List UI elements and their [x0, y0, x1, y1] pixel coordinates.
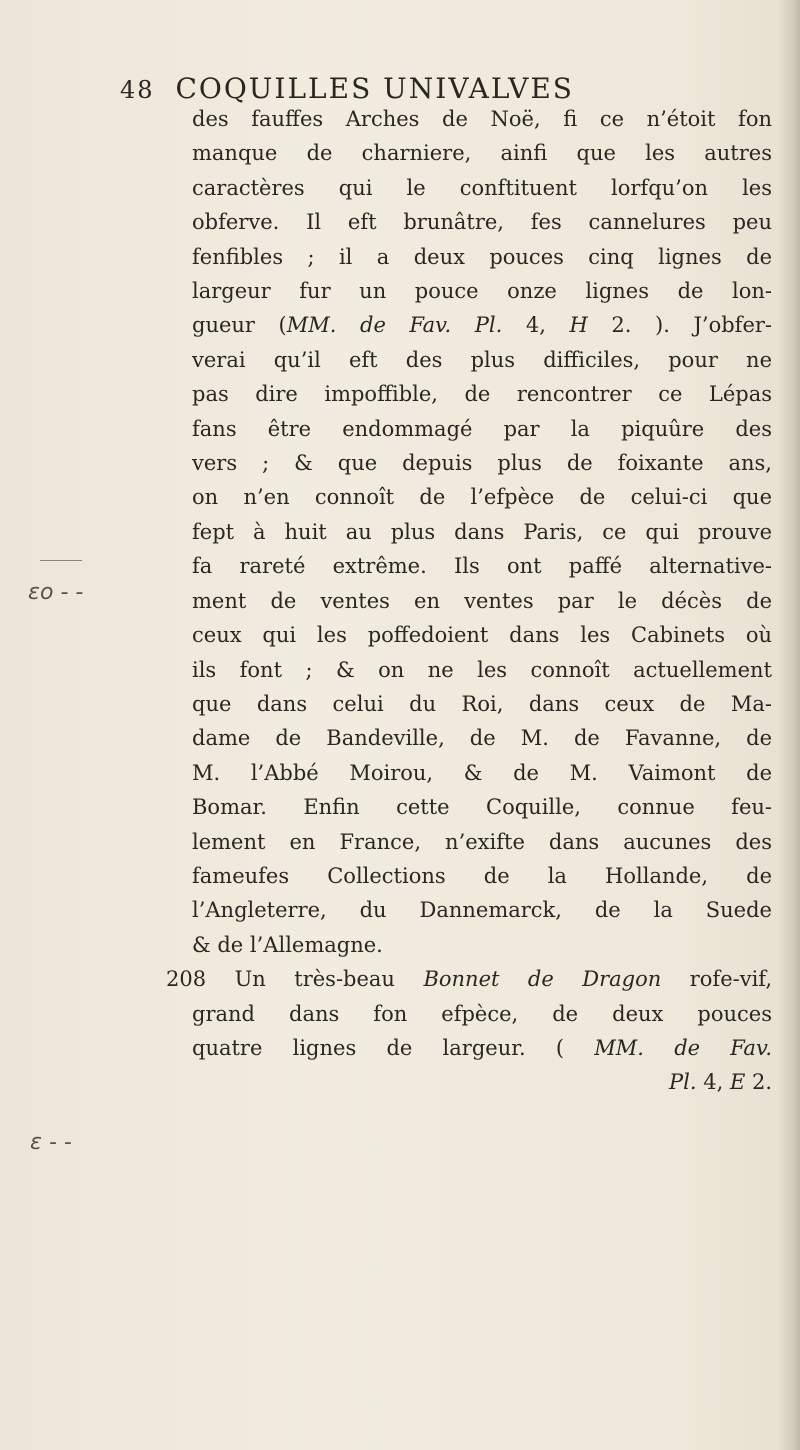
text-line: fept à huit au plus dans Paris, ce qui prouve	[192, 519, 772, 544]
text-line: fans être endommagé par la piquûre des	[192, 416, 772, 441]
text-line-reference	[192, 1065, 772, 1099]
text-line: lement en France, n’exifte dans aucunes des	[192, 829, 772, 854]
text-segment: quatre lignes de largeur. (	[192, 1035, 595, 1060]
body-text	[166, 102, 773, 1100]
text-line: que dans celui du Roi, dans ceux de Ma-	[192, 691, 772, 716]
text-line-reference	[192, 1031, 772, 1065]
text-line: fa rareté extrême. Ils ont paffé alternative-	[192, 554, 772, 579]
citation: Pl.	[669, 1070, 697, 1095]
text-segment: gueur (	[192, 313, 287, 338]
page-edge-shadow	[778, 0, 800, 1450]
citation: MM. de Fav. Pl.	[286, 313, 503, 338]
text-line: dame de Bandeville, de M. de Favanne, de	[192, 726, 772, 751]
text-segment: 4,	[696, 1070, 730, 1095]
entry-number: 208	[166, 967, 207, 992]
margin-annotation-1: ɛo - -	[28, 580, 84, 605]
text-line-reference	[192, 308, 772, 342]
margin-annotation-2: ɛ - -	[30, 1130, 72, 1155]
plate-letter: H	[569, 313, 588, 338]
plate-letter: E	[729, 1070, 746, 1095]
text-line: obferve. Il eft brunâtre, fes cannelures peu	[192, 210, 772, 235]
text-line: Bomar. Enfin cette Coquille, connue feu-	[192, 795, 772, 820]
page-number: 48	[120, 76, 155, 104]
entry-line-208	[166, 962, 772, 996]
text-line: grand dans fon efpèce, de deux pouces	[192, 1001, 772, 1026]
text-line: on n’en connoît de l’efpèce de celui-ci que	[192, 485, 772, 510]
text-line: M. l’Abbé Moirou, & de M. Vaimont de	[192, 760, 772, 785]
text-line: fenfibles ; il a deux pouces cinq lignes de	[192, 244, 772, 269]
text-line: caractères qui le conftituent lorfqu’on les	[192, 175, 772, 200]
citation: MM. de Fav.	[594, 1035, 772, 1060]
text-line: manque de charniere, ainfi que les autres	[192, 141, 772, 166]
text-line: & de l’Allemagne.	[192, 932, 383, 957]
text-segment: Un très-beau	[206, 967, 424, 992]
running-header	[120, 72, 574, 105]
text-segment: rofe-vif,	[661, 967, 772, 992]
text-line: largeur fur un pouce onze lignes de lon-	[192, 279, 772, 304]
text-line: des fauffes Arches de Noë, fi ce n’étoit fon	[192, 107, 772, 131]
text-segment: 4,	[502, 313, 570, 338]
text-line: fameufes Collections de la Hollande, de	[192, 863, 772, 888]
running-title: COQUILLES UNIVALVES	[175, 72, 574, 105]
text-line: l’Angleterre, du Dannemarck, de la Suede	[192, 898, 772, 923]
text-segment: 2.	[745, 1070, 772, 1095]
text-line: ils font ; & on ne les connoît actuellement	[192, 657, 772, 682]
text-segment: 2. ). J’obfer-	[587, 313, 773, 338]
text-line: ment de ventes en ventes par le décès de	[192, 588, 772, 613]
text-line: vers ; & que depuis plus de foixante ans,	[192, 451, 772, 476]
shell-name: Bonnet de Dragon	[423, 967, 662, 992]
margin-stroke	[40, 560, 82, 561]
text-line: pas dire impoffible, de rencontrer ce Lépas	[192, 382, 772, 407]
text-line: verai qu’il eft des plus difficiles, pour ne	[192, 347, 772, 372]
text-line: ceux qui les poffedoient dans les Cabinets où	[192, 623, 772, 648]
